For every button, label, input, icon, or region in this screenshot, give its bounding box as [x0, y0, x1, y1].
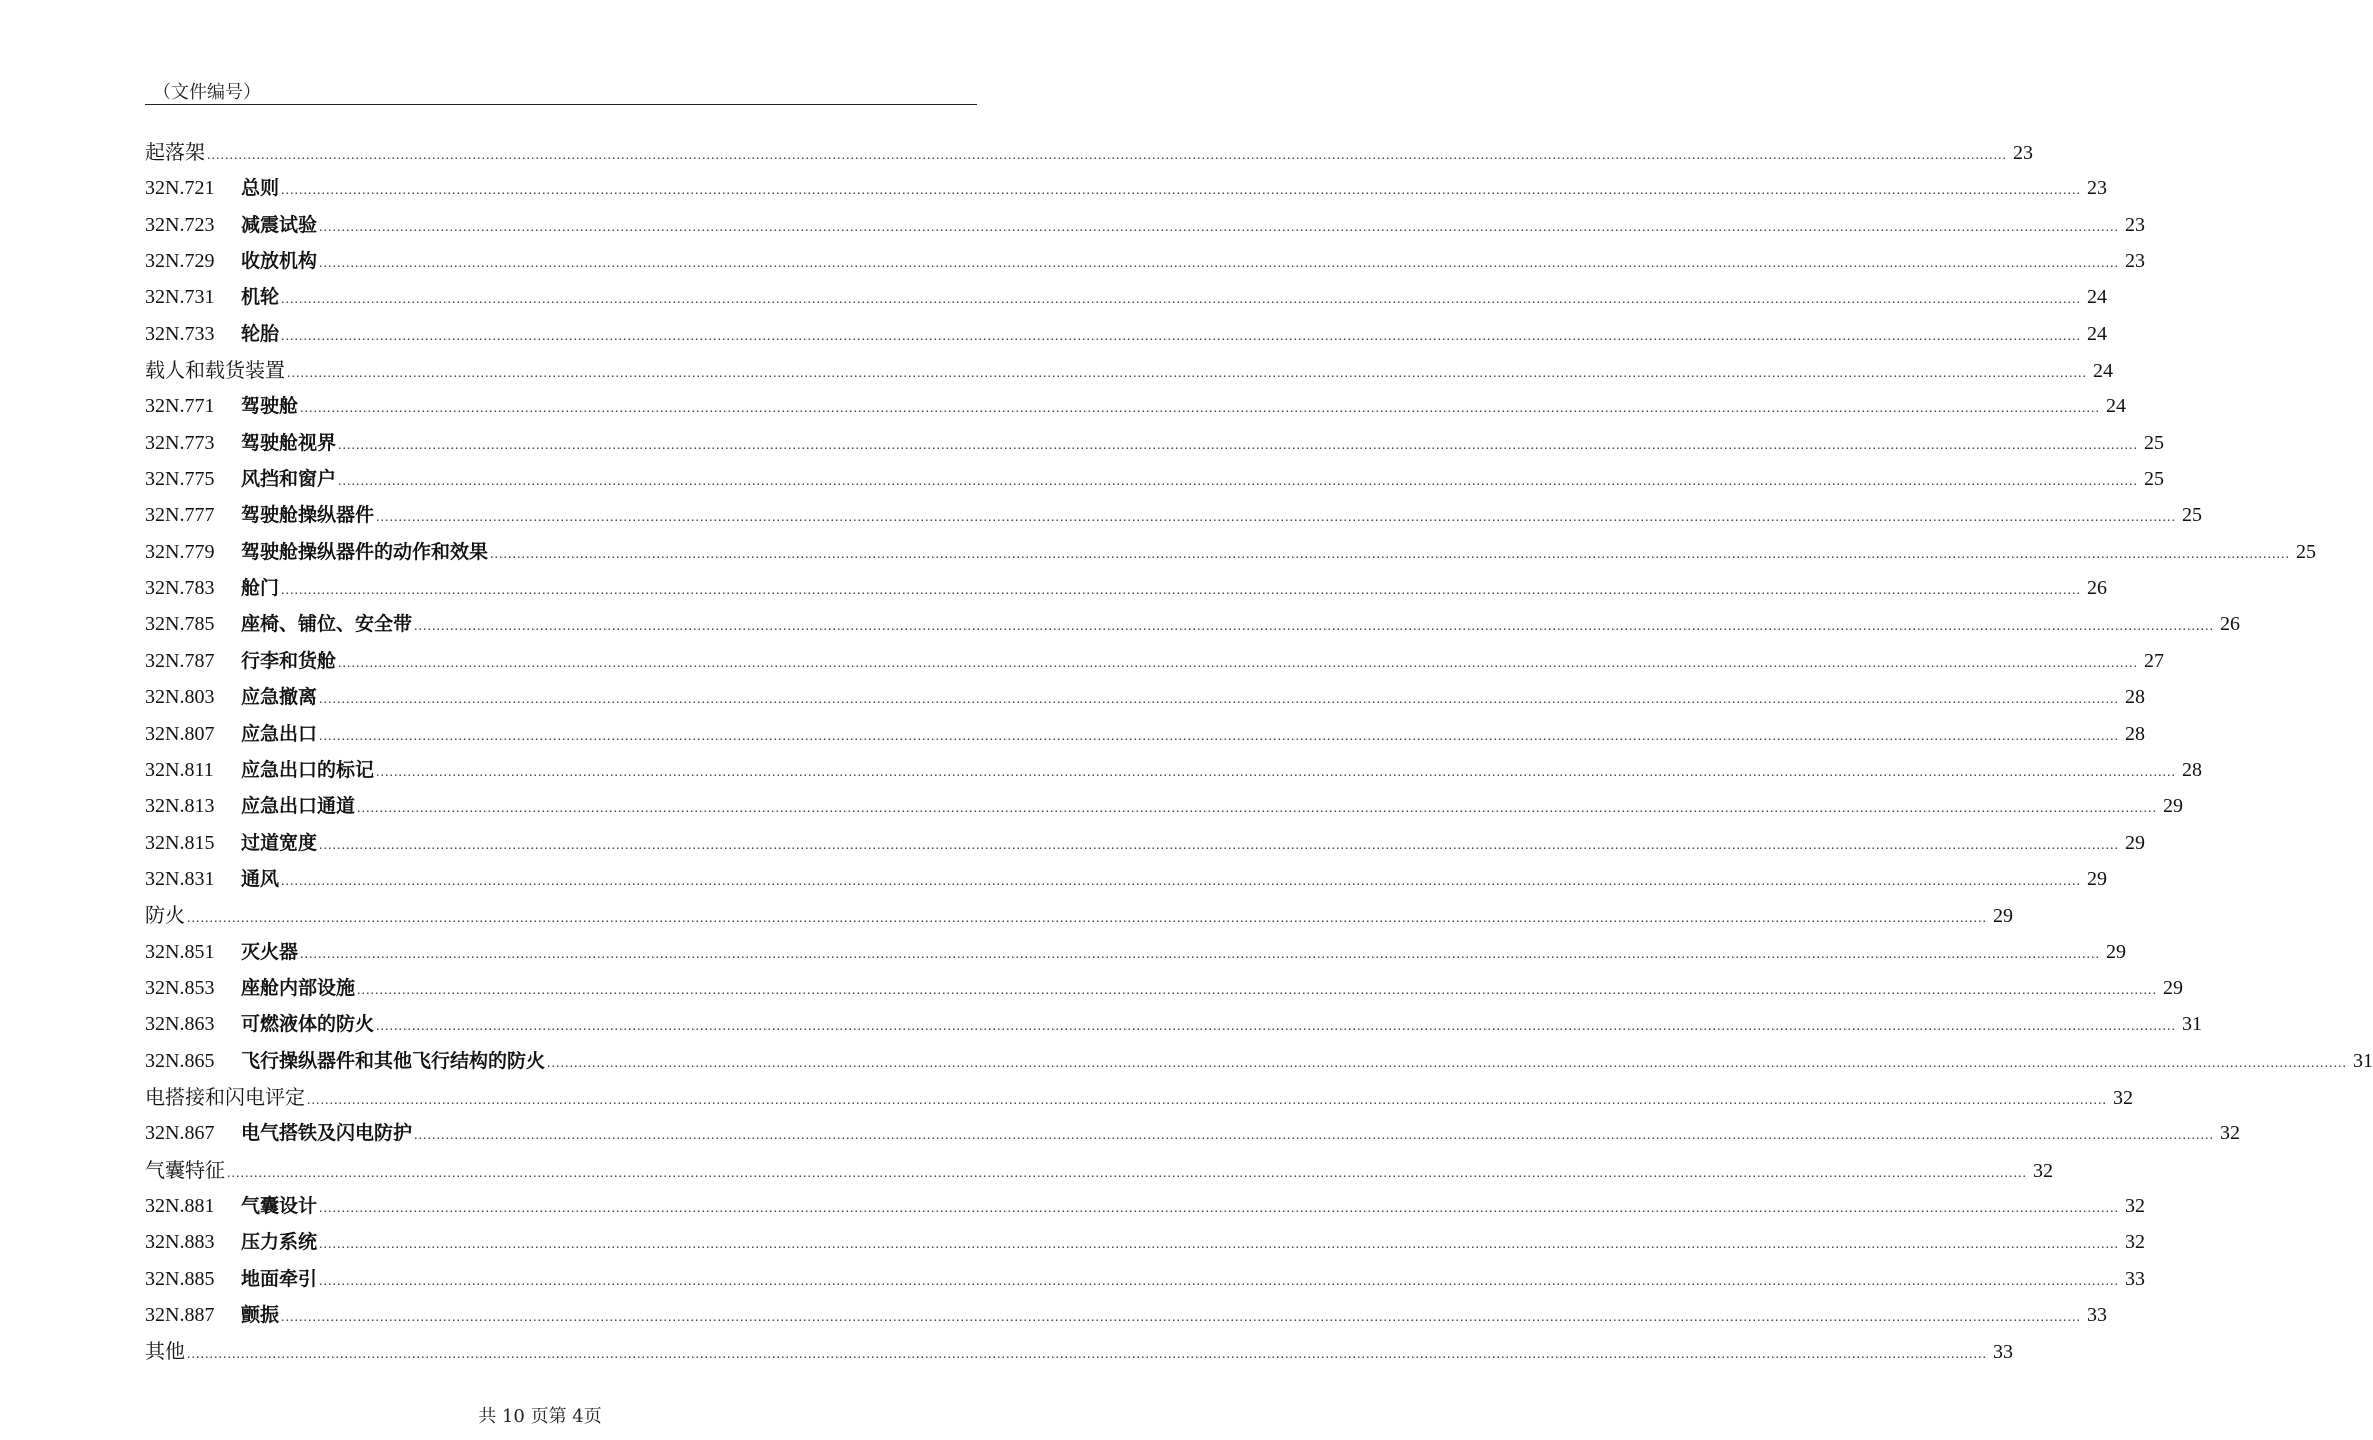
- toc-subsection-entry[interactable]: [145, 461, 2165, 497]
- toc-entry-code: 32N.803: [145, 686, 215, 709]
- toc-entry-title: 座舱内部设施: [241, 976, 356, 999]
- toc-entry-title: 舱门: [241, 577, 280, 600]
- toc-leader-dots: ................................................................................................................................................................................................................................................................................................................................................................................................................: [376, 764, 2177, 780]
- table-of-contents: [145, 134, 2373, 1370]
- toc-entry-page-number: 25: [2182, 504, 2203, 527]
- toc-subsection-entry[interactable]: [145, 788, 2184, 824]
- toc-entry-code: 32N.815: [145, 831, 215, 854]
- toc-entry-title: 座椅、铺位、安全带: [241, 613, 413, 636]
- toc-entry-title: 飞行操纵器件和其他飞行结构的防火: [241, 1049, 546, 1072]
- toc-entry-code: 32N.777: [145, 504, 215, 527]
- toc-entry-title: 可燃液体的防火: [241, 1013, 375, 1036]
- toc-subsection-entry[interactable]: [145, 1006, 2203, 1042]
- toc-entry-page-number: 28: [2125, 686, 2146, 709]
- toc-entry-title: 总则: [241, 177, 280, 200]
- toc-leader-dots: ................................................................................................................................................................................................................................................................................................................................................................................................................: [376, 1019, 2177, 1035]
- toc-leader-dots: ................................................................................................................................................................................................................................................................................................................................................................................................................: [376, 510, 2177, 526]
- toc-entry-code: 32N.813: [145, 795, 215, 818]
- toc-subsection-entry[interactable]: [145, 1188, 2146, 1224]
- toc-section-entry[interactable]: [145, 352, 2113, 388]
- toc-leader-dots: ................................................................................................................................................................................................................................................................................................................................................................................................................: [357, 801, 2158, 817]
- toc-leader-dots: ................................................................................................................................................................................................................................................................................................................................................................................................................: [187, 1347, 1987, 1363]
- toc-leader-dots: ................................................................................................................................................................................................................................................................................................................................................................................................................: [281, 183, 2082, 199]
- toc-entry-code: 32N.883: [145, 1231, 215, 1254]
- toc-leader-dots: ................................................................................................................................................................................................................................................................................................................................................................................................................: [207, 148, 2007, 163]
- toc-entry-code: 32N.881: [145, 1194, 215, 1217]
- toc-subsection-entry[interactable]: [145, 534, 2317, 570]
- toc-leader-dots: ................................................................................................................................................................................................................................................................................................................................................................................................................: [338, 655, 2139, 671]
- toc-entry-code: 32N.773: [145, 431, 215, 454]
- toc-entry-title: 驾驶舱: [241, 395, 299, 418]
- toc-subsection-entry[interactable]: [145, 606, 2241, 642]
- toc-entry-title: 地面牵引: [241, 1267, 318, 1290]
- toc-entry-page-number: 32: [2125, 1231, 2146, 1254]
- toc-section-entry[interactable]: [145, 1333, 2013, 1369]
- toc-leader-dots: ................................................................................................................................................................................................................................................................................................................................................................................................................: [307, 1092, 2107, 1108]
- toc-leader-dots: ................................................................................................................................................................................................................................................................................................................................................................................................................: [319, 692, 2120, 708]
- toc-entry-page-number: 25: [2296, 540, 2317, 563]
- toc-entry-title: 应急出口的标记: [241, 758, 375, 781]
- toc-subsection-entry[interactable]: [145, 1261, 2146, 1297]
- toc-entry-code: 32N.807: [145, 722, 215, 745]
- toc-section-entry[interactable]: [145, 1152, 2053, 1188]
- toc-entry-title: 起落架: [145, 140, 205, 164]
- toc-leader-dots: ................................................................................................................................................................................................................................................................................................................................................................................................................: [281, 292, 2082, 308]
- toc-entry-code: 32N.785: [145, 613, 215, 636]
- toc-leader-dots: ................................................................................................................................................................................................................................................................................................................................................................................................................: [287, 366, 2087, 382]
- toc-entry-page-number: 28: [2125, 722, 2146, 745]
- page-footer: 共 10 页第 4页: [478, 1406, 602, 1427]
- toc-entry-page-number: 33: [2125, 1267, 2146, 1290]
- toc-entry-title: 应急撤离: [241, 686, 318, 709]
- toc-entry-title: 收放机构: [241, 250, 318, 273]
- toc-entry-code: 32N.779: [145, 540, 215, 563]
- toc-entry-page-number: 31: [2182, 1013, 2203, 1036]
- toc-entry-page-number: 32: [2113, 1086, 2133, 1109]
- toc-leader-dots: ................................................................................................................................................................................................................................................................................................................................................................................................................: [547, 1055, 2348, 1071]
- toc-entry-title: 电气搭铁及闪电防护: [241, 1122, 413, 1145]
- toc-entry-page-number: 23: [2087, 177, 2108, 200]
- toc-entry-page-number: 24: [2093, 360, 2113, 383]
- toc-leader-dots: ................................................................................................................................................................................................................................................................................................................................................................................................................: [319, 219, 2120, 235]
- toc-leader-dots: ................................................................................................................................................................................................................................................................................................................................................................................................................: [319, 1200, 2120, 1216]
- toc-entry-page-number: 29: [2125, 831, 2146, 854]
- toc-entry-title: 气囊特征: [145, 1157, 225, 1182]
- toc-subsection-entry[interactable]: [145, 752, 2203, 788]
- toc-leader-dots: ................................................................................................................................................................................................................................................................................................................................................................................................................: [300, 946, 2101, 962]
- toc-entry-code: 32N.885: [145, 1267, 215, 1290]
- page-header: [145, 76, 977, 105]
- toc-entry-code: 32N.723: [145, 213, 215, 236]
- toc-entry-page-number: 28: [2182, 758, 2203, 781]
- toc-entry-code: 32N.811: [145, 758, 214, 781]
- toc-entry-code: 32N.731: [145, 286, 215, 309]
- toc-entry-code: 32N.783: [145, 577, 215, 600]
- toc-leader-dots: ................................................................................................................................................................................................................................................................................................................................................................................................................: [227, 1165, 2027, 1181]
- toc-entry-page-number: 25: [2144, 468, 2165, 491]
- toc-entry-code: 32N.775: [145, 468, 215, 491]
- toc-entry-title: 防火: [145, 903, 185, 928]
- toc-section-entry[interactable]: [145, 134, 2033, 170]
- toc-subsection-entry[interactable]: [145, 243, 2146, 279]
- toc-subsection-entry[interactable]: [145, 934, 2127, 970]
- toc-subsection-entry[interactable]: [145, 679, 2146, 715]
- toc-entry-code: 32N.831: [145, 867, 215, 890]
- document-number-label: （文件编号）: [153, 82, 261, 103]
- toc-entry-title: 应急出口通道: [241, 795, 356, 818]
- toc-entry-code: 32N.729: [145, 250, 215, 273]
- toc-entry-page-number: 32: [2220, 1122, 2241, 1145]
- toc-entry-title: 驾驶舱视界: [241, 431, 337, 454]
- toc-leader-dots: ................................................................................................................................................................................................................................................................................................................................................................................................................: [338, 474, 2139, 490]
- toc-entry-title: 灭火器: [241, 940, 299, 963]
- toc-leader-dots: ................................................................................................................................................................................................................................................................................................................................................................................................................: [319, 256, 2120, 272]
- toc-subsection-entry[interactable]: [145, 207, 2146, 243]
- toc-entry-title: 机轮: [241, 286, 280, 309]
- toc-entry-page-number: 23: [2013, 142, 2033, 164]
- toc-entry-code: 32N.887: [145, 1304, 215, 1326]
- toc-entry-page-number: 23: [2125, 250, 2146, 273]
- toc-subsection-entry[interactable]: [145, 1297, 2108, 1333]
- toc-entry-title: 颤振: [241, 1304, 280, 1326]
- toc-subsection-entry[interactable]: [145, 825, 2146, 861]
- toc-leader-dots: ................................................................................................................................................................................................................................................................................................................................................................................................................: [414, 619, 2215, 635]
- toc-entry-page-number: 25: [2144, 431, 2165, 454]
- toc-entry-code: 32N.733: [145, 322, 215, 345]
- toc-entry-title: 其他: [145, 1339, 185, 1364]
- toc-leader-dots: ................................................................................................................................................................................................................................................................................................................................................................................................................: [281, 583, 2082, 599]
- toc-subsection-entry[interactable]: [145, 497, 2203, 533]
- toc-leader-dots: ................................................................................................................................................................................................................................................................................................................................................................................................................: [281, 1310, 2082, 1325]
- toc-leader-dots: ................................................................................................................................................................................................................................................................................................................................................................................................................: [414, 1128, 2215, 1144]
- toc-entry-page-number: 32: [2033, 1159, 2053, 1182]
- toc-entry-title: 行李和货舱: [241, 649, 337, 672]
- toc-entry-page-number: 31: [2353, 1049, 2373, 1072]
- toc-subsection-entry[interactable]: [145, 1043, 2373, 1079]
- toc-entry-page-number: 26: [2220, 613, 2241, 636]
- toc-subsection-entry[interactable]: [145, 1115, 2241, 1151]
- toc-leader-dots: ................................................................................................................................................................................................................................................................................................................................................................................................................: [281, 873, 2082, 889]
- toc-entry-page-number: 27: [2144, 649, 2165, 672]
- toc-entry-title: 压力系统: [241, 1231, 318, 1254]
- toc-entry-title: 风挡和窗户: [241, 468, 337, 491]
- toc-entry-title: 轮胎: [241, 322, 280, 345]
- toc-entry-code: 32N.851: [145, 940, 215, 963]
- toc-entry-title: 应急出口: [241, 722, 318, 745]
- toc-subsection-entry[interactable]: [145, 716, 2146, 752]
- toc-entry-code: 32N.787: [145, 649, 215, 672]
- toc-subsection-entry[interactable]: [145, 279, 2108, 315]
- toc-entry-title: 减震试验: [241, 213, 318, 236]
- toc-entry-code: 32N.865: [145, 1049, 215, 1072]
- toc-leader-dots: ................................................................................................................................................................................................................................................................................................................................................................................................................: [319, 1273, 2120, 1289]
- toc-leader-dots: ................................................................................................................................................................................................................................................................................................................................................................................................................: [187, 911, 1987, 927]
- toc-subsection-entry[interactable]: [145, 970, 2184, 1006]
- toc-subsection-entry[interactable]: [145, 316, 2108, 352]
- toc-subsection-entry[interactable]: [145, 170, 2108, 206]
- toc-entry-title: 电搭接和闪电评定: [145, 1084, 305, 1109]
- toc-subsection-entry[interactable]: [145, 388, 2127, 424]
- toc-entry-page-number: 33: [1993, 1341, 2013, 1364]
- toc-subsection-entry[interactable]: [145, 570, 2108, 606]
- toc-entry-code: 32N.721: [145, 177, 215, 200]
- toc-entry-code: 32N.771: [145, 395, 215, 418]
- toc-entry-page-number: 24: [2106, 395, 2127, 418]
- toc-section-entry[interactable]: [145, 1079, 2133, 1115]
- toc-section-entry[interactable]: [145, 897, 2013, 933]
- toc-entry-title: 驾驶舱操纵器件的动作和效果: [241, 540, 489, 563]
- toc-entry-title: 气囊设计: [241, 1194, 318, 1217]
- toc-subsection-entry[interactable]: [145, 643, 2165, 679]
- toc-entry-code: 32N.863: [145, 1013, 215, 1036]
- toc-leader-dots: ................................................................................................................................................................................................................................................................................................................................................................................................................: [490, 546, 2291, 562]
- toc-entry-page-number: 32: [2125, 1194, 2146, 1217]
- toc-entry-page-number: 29: [2163, 976, 2184, 999]
- toc-entry-code: 32N.853: [145, 976, 215, 999]
- toc-subsection-entry[interactable]: [145, 861, 2108, 897]
- toc-entry-title: 载人和载货装置: [145, 358, 285, 383]
- toc-entry-code: 32N.867: [145, 1122, 215, 1145]
- toc-subsection-entry[interactable]: [145, 1224, 2146, 1260]
- toc-entry-page-number: 23: [2125, 213, 2146, 236]
- toc-leader-dots: ................................................................................................................................................................................................................................................................................................................................................................................................................: [319, 837, 2120, 853]
- toc-entry-title: 驾驶舱操纵器件: [241, 504, 375, 527]
- toc-entry-page-number: 29: [2163, 795, 2184, 818]
- toc-entry-page-number: 29: [1993, 905, 2013, 928]
- toc-leader-dots: ................................................................................................................................................................................................................................................................................................................................................................................................................: [300, 401, 2101, 417]
- toc-entry-page-number: 29: [2087, 867, 2108, 890]
- toc-subsection-entry[interactable]: [145, 425, 2165, 461]
- toc-leader-dots: ................................................................................................................................................................................................................................................................................................................................................................................................................: [338, 437, 2139, 453]
- toc-leader-dots: ................................................................................................................................................................................................................................................................................................................................................................................................................: [319, 728, 2120, 744]
- toc-entry-page-number: 33: [2087, 1304, 2108, 1326]
- toc-entry-title: 通风: [241, 867, 280, 890]
- toc-entry-page-number: 24: [2087, 322, 2108, 345]
- toc-entry-title: 过道宽度: [241, 831, 318, 854]
- toc-entry-page-number: 26: [2087, 577, 2108, 600]
- toc-entry-page-number: 24: [2087, 286, 2108, 309]
- toc-leader-dots: ................................................................................................................................................................................................................................................................................................................................................................................................................: [281, 328, 2082, 344]
- toc-leader-dots: ................................................................................................................................................................................................................................................................................................................................................................................................................: [319, 1237, 2120, 1253]
- toc-entry-page-number: 29: [2106, 940, 2127, 963]
- toc-leader-dots: ................................................................................................................................................................................................................................................................................................................................................................................................................: [357, 982, 2158, 998]
